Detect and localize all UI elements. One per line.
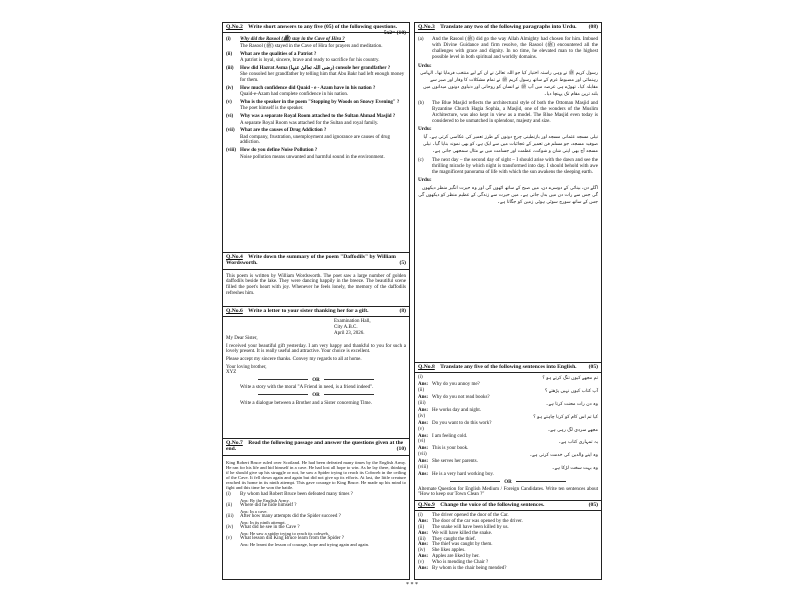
urdu-label: Urdu: — [418, 126, 432, 133]
question-number: (ii) — [226, 51, 233, 57]
q2-list — [223, 33, 409, 162]
question-number: (ii) — [226, 503, 233, 509]
q9-section — [415, 501, 601, 580]
sentence-text: They caught the thief. — [432, 536, 476, 542]
question-text: How did Hazrat Asma (رضی اللہ تعالیٰ عنہا) console her grandfather ? — [240, 65, 391, 71]
q4-title: Write down the summary of the poem "Daffodils" by William Wordsworth. — [226, 254, 396, 267]
answer-text: Noise pollution means unwanted and harmful sound in the environment. — [240, 154, 385, 160]
question-number: (v) — [226, 535, 232, 541]
answer-text: A patriot is loyal, sincere, brave and ready to sacrifice for his country. — [240, 58, 380, 64]
q7-number: Q.No.7 — [226, 440, 243, 446]
answer-text: Ans: He learnt the lesson of courage, hope and trying again and again. — [240, 541, 370, 547]
row-label: Ans: — [418, 565, 429, 571]
answer-text: She consoled her grandfather by telling him that Abu Bakr had left enough money for them. — [240, 72, 405, 83]
q6-section — [223, 307, 409, 439]
q6-number: Q.No.6 — [226, 308, 243, 314]
answer-label: Ans: — [418, 395, 429, 401]
q9-header — [415, 501, 601, 511]
q6-marks: (8) — [399, 308, 406, 314]
sentence-number: (vii) — [418, 452, 427, 458]
question-item — [226, 148, 406, 154]
q9-title: Change the voice of the following sentences. — [440, 502, 545, 508]
answer-text: Ans: He saw a spider trying to reach its cobweb. — [240, 530, 330, 536]
answer-text: The poet himself is the speaker. — [240, 106, 304, 112]
row-label: (iii) — [418, 536, 426, 542]
q4-header — [223, 253, 409, 270]
urdu-translation: رسول کریم ﷺ نے وہی راستہ اختیار کیا جو اللہ تعالیٰ نے ان کے لیے منتخب فرمایا تھا۔ الہامی رہنمائی اور مضبوط عزم کے ساتھ رسول کریم ﷺ نے تمام مشکلات کا وقار اور صبر سے مقابلہ کیا۔ تھوڑے ہی عرصہ میں آپ ﷺ نے انسان کو روحانی اور دنیاوی دونوں میدانوں میں بلند ترین مقام تک پہنچا دیا۔ — [419, 71, 598, 98]
sentence-number: (ii) — [418, 388, 425, 394]
question-number: (iii) — [226, 514, 234, 520]
q8-sentences — [418, 375, 598, 477]
q4-marks: (5) — [399, 260, 406, 267]
sentence-number: (viii) — [418, 464, 428, 470]
row-label: (iv) — [418, 548, 426, 554]
urdu-sentence-row — [418, 452, 598, 459]
letter-address — [334, 319, 406, 336]
answer-label: Ans: — [418, 459, 429, 465]
question-text: What lesson did King Bruce learn from the Spider ? — [240, 535, 344, 541]
urdu-sentence: آپ کتاب کیوں نہیں پڑھتے ؟ — [544, 389, 598, 395]
q7-header — [223, 439, 409, 456]
answer-sheet — [222, 22, 602, 588]
sentence-text: She likes apples. — [432, 548, 466, 554]
voice-row — [418, 566, 598, 572]
question-number: (i) — [226, 37, 231, 43]
row-label: Ans: — [418, 542, 429, 548]
q2-number: Q.No.2 — [226, 24, 243, 30]
question-number: (vi) — [226, 113, 234, 119]
question-text: What did he see in the Cave ? — [240, 525, 300, 531]
q2-title: Write short answers to any five (05) of the following questions. — [248, 24, 397, 30]
answer-text: Bad company, frustration, unemployment and ignorance are causes of drug addiction. — [240, 134, 391, 146]
paragraph-item — [418, 101, 598, 124]
question-text: What are the causes of Drug Addiction ? — [240, 128, 327, 134]
question-text: Who is the speaker in the poem "Stopping by Woods on Snowy Evening" ? — [240, 99, 400, 105]
urdu-sentence-row — [418, 427, 598, 434]
row-label: (v) — [418, 559, 424, 565]
answer-text: He is a very hard working boy. — [432, 471, 494, 477]
q3-title: Translate any two of the following paragraphs into Urdu. — [440, 24, 577, 30]
q4-summary: This poem is written by William Wordsworth. The poet saw a large number of golden daffodils beside the lake. They were dancing happily in the breeze. The beautiful scene filled the poet's heart with joy. Whenever he feels lonely, the memory of the daffodils refreshes him. — [226, 273, 406, 296]
q8-header — [415, 363, 601, 373]
q6-title: Write a letter to your sister thanking her for a gift. — [248, 308, 369, 314]
q6-alt-1: Write a story with the moral "A Friend in need, is a friend indeed". — [240, 385, 374, 391]
urdu-sentence: وہ دن رات محنت کرتا ہے۔ — [545, 402, 598, 407]
paragraph-item — [418, 158, 598, 175]
q8-marks: (05) — [588, 364, 598, 370]
urdu-label: Urdu: — [418, 62, 432, 69]
q4-section — [223, 253, 409, 307]
sentence-text: We will have killed the snake. — [432, 530, 493, 536]
question-number: (iii) — [226, 65, 234, 71]
address-date: April 23, 2026. — [334, 330, 365, 336]
question-item — [226, 114, 406, 120]
answer-label: Ans: — [418, 382, 429, 388]
sentence-text: The thief was caught by them. — [432, 542, 493, 548]
answer-text: Quaid-e-Azam had complete confidence in his nation. — [240, 92, 349, 98]
answer-text: Do you want to do this work? — [432, 420, 492, 426]
sentence-text: Who is mending the Chair ? — [432, 559, 489, 565]
answer-label: Ans: — [418, 446, 429, 452]
paragraph-letter: (a) — [418, 37, 424, 43]
q7-questions — [226, 492, 406, 546]
answer-label: Ans: — [418, 433, 429, 439]
q3-section — [415, 23, 601, 363]
paragraph-english: The Blue Masjid reflects the architectural style of both the Ottoman Masjid and Byzantine Church Hagia Sophia, a Masjid, one of the wonders of the Muslim Architecture, was also kept in view as a model. The Blue Masjid even today is considered to be unmatched in splendour, majesty and size. — [432, 101, 598, 124]
question-text: By whom had Robert Bruce been defeated many times ? — [240, 492, 353, 498]
urdu-label: Urdu: — [418, 177, 432, 184]
q9-sentences — [415, 511, 601, 573]
urdu-sentence-row — [418, 401, 598, 408]
page-footer-ornament: * * * — [406, 582, 418, 588]
english-answer-row — [418, 472, 598, 478]
answer-label: Ans: — [418, 408, 429, 413]
question-text: What are the qualities of a Patriot ? — [240, 51, 317, 57]
answer-text: I am feeling cold. — [432, 433, 468, 439]
sentence-text: The snake will have been killed by us. — [432, 525, 509, 530]
q9-marks: (05) — [588, 502, 598, 508]
paragraph-letter: (c) — [418, 157, 424, 163]
answer-text: The Rasool (ﷺ) stayed in the Cave of Hira for prayers and meditation. — [240, 44, 383, 49]
question-item — [226, 37, 406, 43]
q4-number: Q.No.4 — [226, 254, 243, 260]
q8-alternate: Alternate Question for English Medium / Foreign Candidates. Write ten sentences about "How to keep our Town Clean ?" — [418, 487, 598, 498]
answer-text: She serves her parents. — [432, 459, 478, 465]
q7-passage: King Robert Bruce ruled over Scotland. He had been defeated many times by the English Army. He ran for his life and hid himself in a cave. He had lost all hope to win. As he lay there, thinking if he should give up his struggle or not, he saw a Spider trying to reach its Cobweb in the ceiling of the Cave. It fell down again and again but did not give up its efforts. At last, the little creature reached its home in its ninth attempt. This gave courage to King Bruce. He made up his mind to fight and this time he won the battle. — [226, 459, 406, 491]
or-label: OR — [312, 392, 320, 398]
answer-text: Why do you not read books? — [432, 395, 490, 401]
paragraph-english: The next day – the second day of sight – I should arise with the dawn and see the thrilling miracle by which night is transformed into day. I should behold with awe the magnificent panorama of life with which the sun awakens the sleeping earth. — [432, 157, 598, 175]
or-divider — [418, 480, 598, 485]
q9-number: Q.No.9 — [418, 502, 435, 508]
question-item — [226, 86, 406, 92]
question-text: How do you define Noise Pollution ? — [240, 147, 318, 153]
letter-sign: XYZ — [226, 370, 237, 376]
row-label: Ans: — [418, 530, 429, 536]
sentence-text: The door of the car was opened by the driver. — [432, 519, 523, 525]
letter-body-2: Please accept my sincere thanks. Convey my regards to all at home. — [226, 356, 362, 362]
question-number: (iv) — [226, 85, 234, 91]
row-label: Ans: — [418, 553, 429, 559]
sentence-text: The driver opened the door of the Car. — [432, 513, 509, 519]
question-item — [226, 128, 406, 134]
q6-alt-2: Write a dialogue between a Brother and a Sister concerning Time. — [240, 400, 372, 406]
q3-marks: (08) — [588, 24, 598, 30]
right-column — [414, 22, 602, 580]
question-text: Why was a separate Royal Room attached to the Sultan Ahmad Masjid ? — [240, 113, 396, 119]
urdu-sentence-row — [418, 439, 598, 446]
sentence-text: Apples are liked by her. — [432, 553, 480, 559]
answer-text: This is your book. — [432, 446, 469, 452]
sentence-number: (iii) — [418, 401, 426, 406]
question-text: How much confidence did Quaid - e - Azam have in his nation ? — [240, 85, 376, 91]
urdu-sentence: وہ بہت سخت لڑکا ہے۔ — [551, 465, 598, 471]
letter-salutation: My Dear Sister, — [226, 336, 258, 342]
letter-body-1: I received your beautiful gift yesterday. I am very happy and thankful to you for such a lovely present. It is really useful and attractive. Your choice is excellent. — [226, 343, 406, 355]
question-item — [226, 66, 406, 72]
urdu-sentence: مجھے سردی لگ رہی ہے۔ — [547, 427, 598, 433]
q7-title: Read the following passage and answer the questions given at the end. — [226, 440, 404, 453]
answer-text: Ans: In its ninth attempt. — [240, 519, 286, 525]
question-text: Where did he hide himself ? — [240, 503, 297, 509]
urdu-sentence-row — [418, 375, 598, 382]
q8-number: Q.No.8 — [418, 364, 435, 370]
urdu-translation: نیلی مسجد عثمانی مسجد اور بازنطینی چرچ دونوں کے طرز تعمیر کی عکاسی کرتی ہے۔ آیا صوفیہ مسجد، جو مسلم فن تعمیر کے عجائبات میں سے ایک ہے، کو بھی نمونہ بنایا گیا۔ نیلی مسجد آج بھی اپنی شان و شوکت، عظمت اور جسامت میں بے مثال سمجھی جاتی ہے۔ — [422, 134, 598, 154]
address-line: Examination Hall, — [334, 319, 371, 325]
urdu-sentence-row — [418, 465, 598, 472]
q8-section — [415, 363, 601, 501]
urdu-sentence: کیا تم اس کام کو کرنا چاہتے ہو ؟ — [533, 414, 598, 420]
question-number: (v) — [226, 99, 232, 105]
q7-section — [223, 439, 409, 579]
question-number: (viii) — [226, 147, 236, 153]
urdu-sentence-row — [418, 414, 598, 421]
urdu-translation: اگلے دن، بینائی کے دوسرے دن، میں صبح کے ساتھ اٹھوں گی اور وہ حیرت انگیز منظر دیکھوں گی جس سے رات دن میں بدل جاتی ہے۔ میں حیرت سے زندگی کے عظیم منظر کو دیکھوں گی جس کے ساتھ سورج سوئی ہوئی زمین کو جگاتا ہے۔ — [418, 185, 598, 205]
urdu-sentence: وہ اپنے والدین کی خدمت کرتی ہے۔ — [529, 453, 598, 459]
or-label: OR — [504, 479, 512, 485]
sentence-text: By whom is the chair being mended? — [432, 565, 507, 571]
q2-header — [223, 23, 409, 37]
sentence-number: (vi) — [418, 439, 426, 445]
sentence-number: (iv) — [418, 413, 426, 419]
q3-number: Q.No.3 — [418, 24, 435, 30]
left-column — [222, 22, 410, 580]
question-number: (i) — [226, 492, 231, 498]
question-item — [226, 100, 406, 106]
paragraph-english: And the Rasool (ﷺ) did go the way Allah Almighty had chosen for him. Imbued with Divine Guidance and firm resolve, the Rasool (ﷺ) encountered all the challenges with grace and dignity. In no time, he elevated man to the highest possible level in both spiritual and worldly domains. — [432, 37, 599, 60]
question-text: Why did the Rasool (ﷺ) stay in the Cave of Hira ? — [240, 37, 345, 43]
question-number: (vii) — [226, 128, 235, 134]
row-label: Ans: — [418, 519, 429, 525]
row-label: (i) — [418, 513, 423, 519]
or-label: OR — [312, 377, 320, 383]
question-text: After how many attempts did the Spider succeed ? — [240, 514, 341, 520]
or-divider — [226, 393, 406, 399]
sentence-number: (i) — [418, 375, 423, 381]
question-number: (iv) — [226, 525, 234, 531]
q2-marks: 5x2= (10) — [383, 30, 406, 37]
q7-marks: (10) — [396, 446, 406, 453]
q2-section — [223, 23, 409, 253]
answer-text: Why do you annoy me? — [432, 382, 480, 388]
q6-header — [223, 307, 409, 317]
answer-label: Ans: — [418, 471, 429, 477]
address-line: City A.B.C. — [334, 325, 358, 330]
question-item — [226, 52, 406, 58]
urdu-sentence-row — [418, 388, 598, 395]
answer-text: Ans: By the English Army. — [240, 498, 290, 504]
q3-paragraphs — [415, 33, 601, 211]
q3-header — [415, 23, 601, 33]
q8-title: Translate any five of the following sentences into English. — [440, 364, 577, 370]
row-label: (ii) — [418, 525, 425, 530]
paragraph-letter: (b) — [418, 101, 424, 107]
answer-label: Ans: — [418, 420, 429, 426]
urdu-sentence: یہ تمہاری کتاب ہے۔ — [558, 440, 598, 446]
sentence-number: (v) — [418, 426, 424, 432]
letter-closing: Your loving brother, — [226, 364, 267, 370]
or-divider — [226, 378, 406, 384]
answer-text: Ans: In a cave. — [240, 509, 268, 515]
answer-text: A separate Royal Room was attached for the Sultan and royal family. — [240, 120, 379, 126]
answer-text: He works day and night. — [432, 408, 482, 413]
paragraph-item — [418, 37, 598, 60]
urdu-sentence: تم مجھے کیوں تنگ کرتے ہو ؟ — [542, 376, 598, 382]
